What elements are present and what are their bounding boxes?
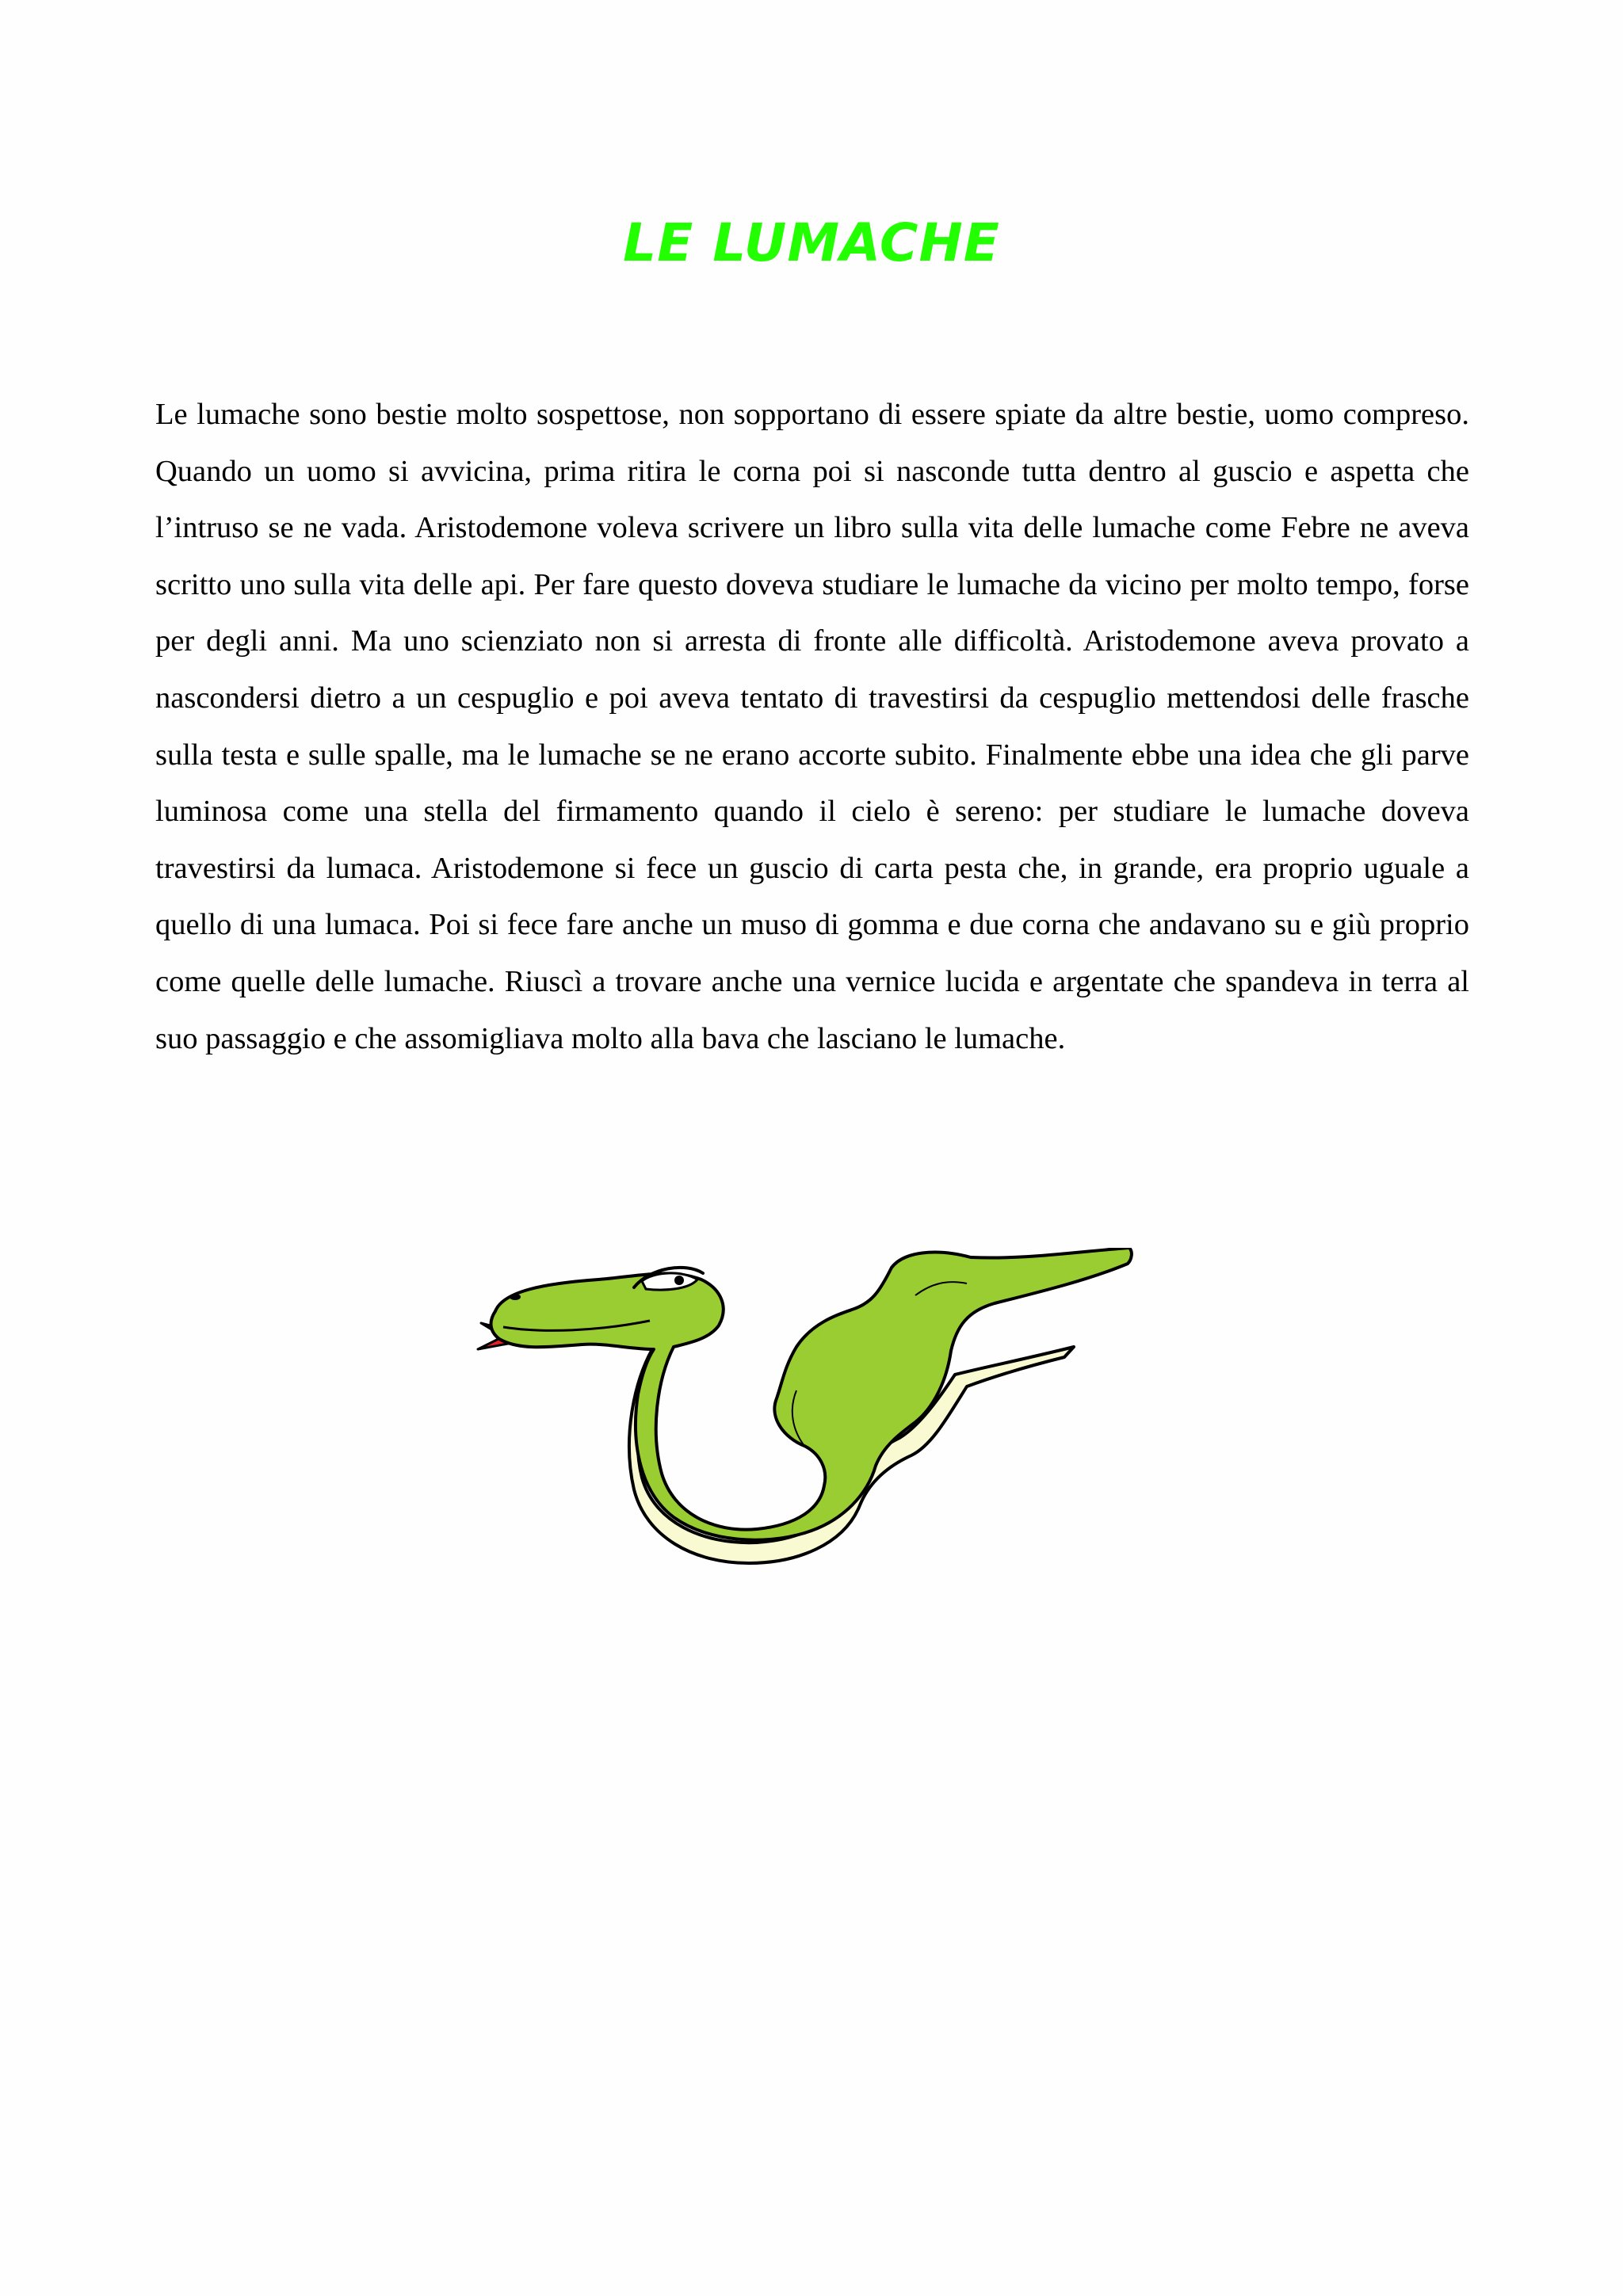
story-paragraph: Le lumache sono bestie molto sospettose, non sopportano di essere spiate da altre bestie, uomo compreso. Quando un uomo si avvicina, prima ritira le corna poi si nasconde tutta dentro al guscio e aspetta che l’intruso se ne vada. Aristodemone voleva scrivere un libro sulla vita delle lumache come Febre ne aveva scritto uno sulla vita delle api. Per fare questo doveva studiare le lumache da vicino per molto tempo, forse per degli anni. Ma uno scienziato non si arresta di fronte alle difficoltà. Aristodemone aveva provato a nascondersi dietro a un cespuglio e poi aveva tentato di travestirsi da cespuglio mettendosi delle frasche sulla testa e sulle spalle, ma le lumache se ne erano accorte subito. Finalmente ebbe una idea che gli parve luminosa come una stella del firmamento quando il cielo è sereno: per studiare le lumache doveva travestirsi da lumaca. Aristodemone si fece un guscio di carta pesta che, in grande, era proprio uguale a quello di una lumaca. Poi si fece fare anche un muso di gomma e due corna che andavano su e giù proprio come quelle delle lumache. Riuscì a trovare anche una vernice lucida e argentate che spandeva in terra al suo passaggio e che assomigliava molto alla bava che lasciano le lumache.	[155, 398, 1469, 1055]
snake-body	[491, 1248, 1132, 1540]
snake-pupil	[674, 1276, 684, 1285]
page-title: LE LUMACHE	[623, 212, 1000, 273]
snake-icon	[472, 1248, 1137, 1565]
snake-nostril	[510, 1294, 521, 1300]
